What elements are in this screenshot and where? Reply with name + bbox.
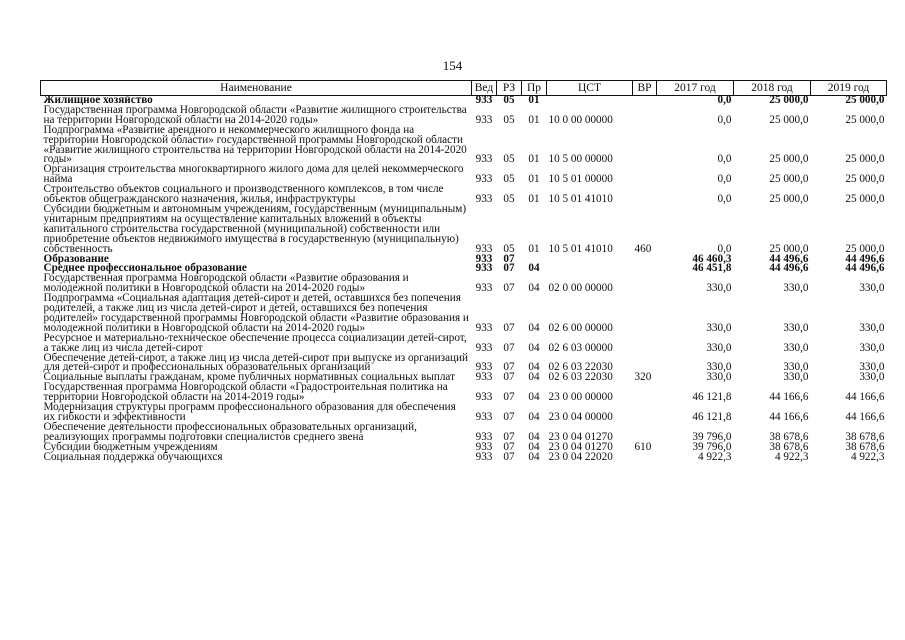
ved-cell: 933 — [475, 321, 493, 334]
pr-cell: 04 — [528, 361, 540, 374]
value-2017: 0,0 — [717, 173, 732, 186]
vr-cell — [633, 423, 657, 443]
value-2019: 44 496,6 — [845, 252, 885, 265]
value-2018: 330,0 — [783, 341, 809, 354]
table-row — [41, 423, 887, 443]
ved-cell: 933 — [475, 173, 493, 186]
value-2018: 25 000,0 — [769, 193, 809, 206]
vr-cell — [633, 294, 657, 334]
rz-cell: 07 — [503, 262, 515, 275]
vr-cell — [633, 165, 657, 185]
rz-cell: 07 — [503, 450, 515, 463]
ved-cell: 933 — [475, 341, 493, 354]
row-name: Государственная программа Новгородской области «Развитие жилищного строительства на территории Новгородской области на 2014-2020 годы» — [43, 103, 467, 126]
vr-cell — [633, 403, 657, 423]
row-name: Модернизация структуры программ профессионального образования для обеспечения их гибкости и эффективности — [43, 401, 456, 423]
value-2017: 39 796,0 — [692, 440, 732, 453]
value-2018: 25 000,0 — [769, 153, 809, 166]
table-row — [41, 334, 887, 354]
pr-cell: 01 — [528, 173, 540, 186]
cst-cell: 10 5 01 41010 — [548, 242, 613, 255]
pr-cell: 04 — [528, 282, 540, 295]
pr-cell: 04 — [528, 321, 540, 334]
value-2019: 25 000,0 — [845, 113, 885, 126]
ved-cell: 933 — [475, 371, 493, 384]
value-2018: 38 678,6 — [769, 430, 809, 443]
row-name: Подпрограмма «Социальная адаптация детей-сирот и детей, оставшихся без попечения родителей, а также лиц из числа детей-сирот и детей, оставшихся без попечения родителей» государственной программы Новгородской области «Развитие образования и молодежной политики в Новгородской области на 2014-2020 годы» — [43, 292, 469, 334]
value-2017: 0,0 — [717, 94, 732, 106]
value-2019: 44 166,6 — [845, 411, 885, 423]
header-pr: Пр — [522, 81, 547, 96]
header-vr: ВР — [633, 81, 657, 96]
value-2019: 330,0 — [859, 371, 885, 384]
header-name: Наименование — [41, 81, 472, 96]
value-2018: 330,0 — [783, 321, 809, 334]
row-name: Субсидии бюджетным учреждениям — [43, 440, 218, 453]
header-2018: 2018 год — [734, 81, 811, 96]
cst-cell: 02 0 00 00000 — [548, 282, 613, 295]
table-row — [41, 453, 887, 463]
cst-cell: 02 6 03 22030 — [548, 361, 613, 374]
row-name: Организация строительства многоквартирного жилого дома для целей некоммерческого найма — [43, 163, 464, 186]
ved-cell: 933 — [475, 411, 493, 423]
pr-cell: 04 — [528, 262, 540, 275]
value-2019: 25 000,0 — [845, 193, 885, 206]
value-2017: 330,0 — [706, 361, 732, 374]
header-cst: ЦСТ — [547, 81, 633, 96]
pr-cell: 01 — [528, 113, 540, 126]
value-2018: 4 922,3 — [774, 450, 809, 463]
value-2018: 330,0 — [783, 361, 809, 374]
value-2017: 330,0 — [706, 371, 732, 384]
vr-cell — [633, 334, 657, 354]
value-2019: 330,0 — [859, 282, 885, 295]
row-name: Строительство объектов социального и производственного комплексов, в том числе объектов общегражданского назначения, жилья, инфраструктуры — [43, 183, 444, 206]
vr-cell — [633, 383, 657, 403]
rz-cell: 05 — [503, 193, 515, 206]
vr-cell — [633, 185, 657, 205]
ved-cell: 933 — [475, 440, 493, 453]
rz-cell: 07 — [503, 371, 515, 384]
rz-cell: 07 — [503, 411, 515, 423]
ved-cell: 933 — [475, 430, 493, 443]
value-2018: 25 000,0 — [769, 173, 809, 186]
ved-cell: 933 — [475, 193, 493, 206]
rz-cell: 07 — [503, 440, 515, 453]
value-2017: 330,0 — [706, 341, 732, 354]
header-rz: РЗ — [497, 81, 522, 96]
value-2017: 330,0 — [706, 321, 732, 334]
vr-cell: 320 — [634, 371, 652, 384]
vr-cell — [633, 126, 657, 166]
row-name: Государственная программа Новгородской области «Развитие образования и молодежной политики в Новгородской области на 2014-2020 годы» — [43, 272, 409, 295]
table-row — [41, 185, 887, 205]
vr-cell: 610 — [634, 440, 652, 453]
cst-cell: 10 5 01 41010 — [548, 193, 613, 206]
row-name: Среднее профессиональное образование — [43, 262, 247, 275]
ved-cell: 933 — [475, 361, 493, 374]
value-2019: 38 678,6 — [845, 440, 885, 453]
cst-cell: 23 0 04 22020 — [548, 450, 613, 463]
row-name: Ресурсное и материально-техническое обеспечение процесса социализации детей-сирот, а также лиц из числа детей-сирот — [43, 331, 467, 354]
ved-cell: 933 — [475, 282, 493, 295]
ved-cell: 933 — [475, 252, 493, 265]
rz-cell: 07 — [503, 252, 515, 265]
value-2019: 25 000,0 — [845, 242, 885, 255]
value-2018: 330,0 — [783, 282, 809, 295]
value-2019: 25 000,0 — [845, 153, 885, 166]
value-2018: 330,0 — [783, 371, 809, 384]
value-2018: 44 496,6 — [769, 252, 809, 265]
pr-cell: 04 — [528, 391, 540, 404]
value-2019: 38 678,6 — [845, 430, 885, 443]
value-2019: 4 922,3 — [850, 450, 885, 463]
cst-cell: 23 0 04 01270 — [548, 440, 613, 453]
pr-cell: 01 — [528, 242, 540, 255]
value-2017: 0,0 — [717, 242, 732, 255]
ved-cell: 933 — [475, 242, 493, 255]
value-2017: 0,0 — [717, 193, 732, 206]
value-2017: 0,0 — [717, 113, 732, 126]
header-2019: 2019 год — [811, 81, 887, 96]
value-2019: 25 000,0 — [845, 94, 885, 106]
pr-cell: 04 — [528, 450, 540, 463]
ved-cell: 933 — [475, 450, 493, 463]
row-name: Государственная программа Новгородской области «Градостроительная политика на территории Новгородской области на 2014-2019 годы» — [43, 381, 448, 404]
rz-cell: 07 — [503, 361, 515, 374]
table-header — [41, 81, 887, 96]
rz-cell: 07 — [503, 341, 515, 354]
value-2018: 25 000,0 — [769, 94, 809, 106]
value-2017: 330,0 — [706, 282, 732, 295]
value-2019: 44 166,6 — [845, 391, 885, 404]
cst-cell: 02 6 03 22030 — [548, 371, 613, 384]
pr-cell: 04 — [528, 371, 540, 384]
ved-cell: 933 — [475, 153, 493, 166]
table-row — [41, 205, 887, 255]
header-ved: Вед — [472, 81, 497, 96]
cst-cell: 23 0 00 00000 — [548, 391, 613, 404]
cst-cell: 10 5 00 00000 — [548, 153, 613, 166]
vr-cell — [633, 453, 657, 463]
row-name: Образование — [43, 252, 109, 265]
pr-cell: 04 — [528, 440, 540, 453]
value-2019: 330,0 — [859, 361, 885, 374]
vr-cell — [633, 264, 657, 274]
value-2017: 46 460,3 — [692, 252, 732, 265]
rz-cell: 05 — [503, 173, 515, 186]
table-body — [41, 96, 887, 463]
value-2018: 25 000,0 — [769, 113, 809, 126]
rz-cell: 05 — [503, 242, 515, 255]
value-2017: 0,0 — [717, 153, 732, 166]
rz-cell: 07 — [503, 391, 515, 404]
table-row — [41, 294, 887, 334]
cst-cell — [547, 96, 633, 106]
header-2017: 2017 год — [657, 81, 734, 96]
vr-cell — [633, 274, 657, 294]
rz-cell: 05 — [503, 113, 515, 126]
rz-cell: 07 — [503, 321, 515, 334]
row-name: Обеспечение детей-сирот, а также лиц из числа детей-сирот при выпуске из организаций для детей-сирот и профессиональных образовательных организаций — [43, 351, 469, 374]
vr-cell — [633, 255, 657, 265]
cst-cell: 02 6 00 00000 — [548, 321, 613, 334]
row-name: Подпрограмма «Развитие арендного и некоммерческого жилищного фонда на территории Новгородской области» государственной программы Новгородской области «Развитие жилищного строительства на территории Новгородской области на 2014-2020 годы» — [43, 123, 467, 166]
table-row — [41, 403, 887, 423]
cst-cell: 10 5 01 00000 — [548, 173, 613, 186]
row-name: Жилищное хозяйство — [43, 94, 153, 106]
value-2017: 46 451,8 — [692, 262, 732, 275]
table-row — [41, 106, 887, 126]
pr-cell: 01 — [528, 94, 540, 106]
cst-cell: 02 6 03 00000 — [548, 341, 613, 354]
value-2017: 39 796,0 — [692, 430, 732, 443]
value-2019: 330,0 — [859, 321, 885, 334]
row-name: Социальная поддержка обучающихся — [43, 450, 223, 463]
value-2018: 44 166,6 — [769, 411, 809, 423]
budget-table — [40, 80, 887, 463]
value-2019: 330,0 — [859, 341, 885, 354]
ved-cell: 933 — [475, 391, 493, 404]
cst-cell: 10 0 00 00000 — [548, 113, 613, 126]
page-number: 154 — [442, 58, 463, 73]
cst-cell: 23 0 04 00000 — [548, 411, 613, 423]
row-name: Социальные выплаты гражданам, кроме публичных нормативных социальных выплат — [43, 371, 455, 384]
ved-cell: 933 — [475, 262, 493, 275]
pr-cell: 04 — [528, 341, 540, 354]
value-2018: 44 166,6 — [769, 391, 809, 404]
ved-cell: 933 — [475, 94, 493, 106]
pr-cell: 01 — [528, 193, 540, 206]
vr-cell — [633, 96, 657, 106]
value-2017: 46 121,8 — [692, 391, 732, 404]
value-2017: 46 121,8 — [692, 411, 732, 423]
value-2018: 44 496,6 — [769, 262, 809, 275]
cst-cell — [547, 255, 633, 265]
pr-cell: 01 — [528, 153, 540, 166]
vr-cell — [633, 106, 657, 126]
table-row — [41, 126, 887, 166]
value-2019: 44 496,6 — [845, 262, 885, 275]
row-name: Субсидии бюджетным и автономным учреждениям, государственным (муниципальным) унитарным предприятиям на осуществление капитальных вложений в объекты капитального строительства государственной (муниципальной) собственности или приобретение объектов недвижимого имущества в государственную (муниципальную) собственность — [43, 202, 467, 255]
pr-cell: 04 — [528, 430, 540, 443]
row-name: Обеспечение деятельности профессиональных образовательных организаций, реализующих программы подготовки специалистов среднего звена — [43, 420, 417, 443]
rz-cell: 07 — [503, 282, 515, 295]
value-2017: 4 922,3 — [697, 450, 732, 463]
rz-cell: 05 — [503, 153, 515, 166]
cst-cell — [547, 264, 633, 274]
rz-cell: 05 — [503, 94, 515, 106]
ved-cell: 933 — [475, 113, 493, 126]
vr-cell: 460 — [634, 242, 652, 255]
value-2018: 38 678,6 — [769, 440, 809, 453]
value-2019: 25 000,0 — [845, 173, 885, 186]
value-2018: 25 000,0 — [769, 242, 809, 255]
rz-cell: 07 — [503, 430, 515, 443]
cst-cell: 23 0 04 01270 — [548, 430, 613, 443]
pr-cell: 04 — [528, 411, 540, 423]
